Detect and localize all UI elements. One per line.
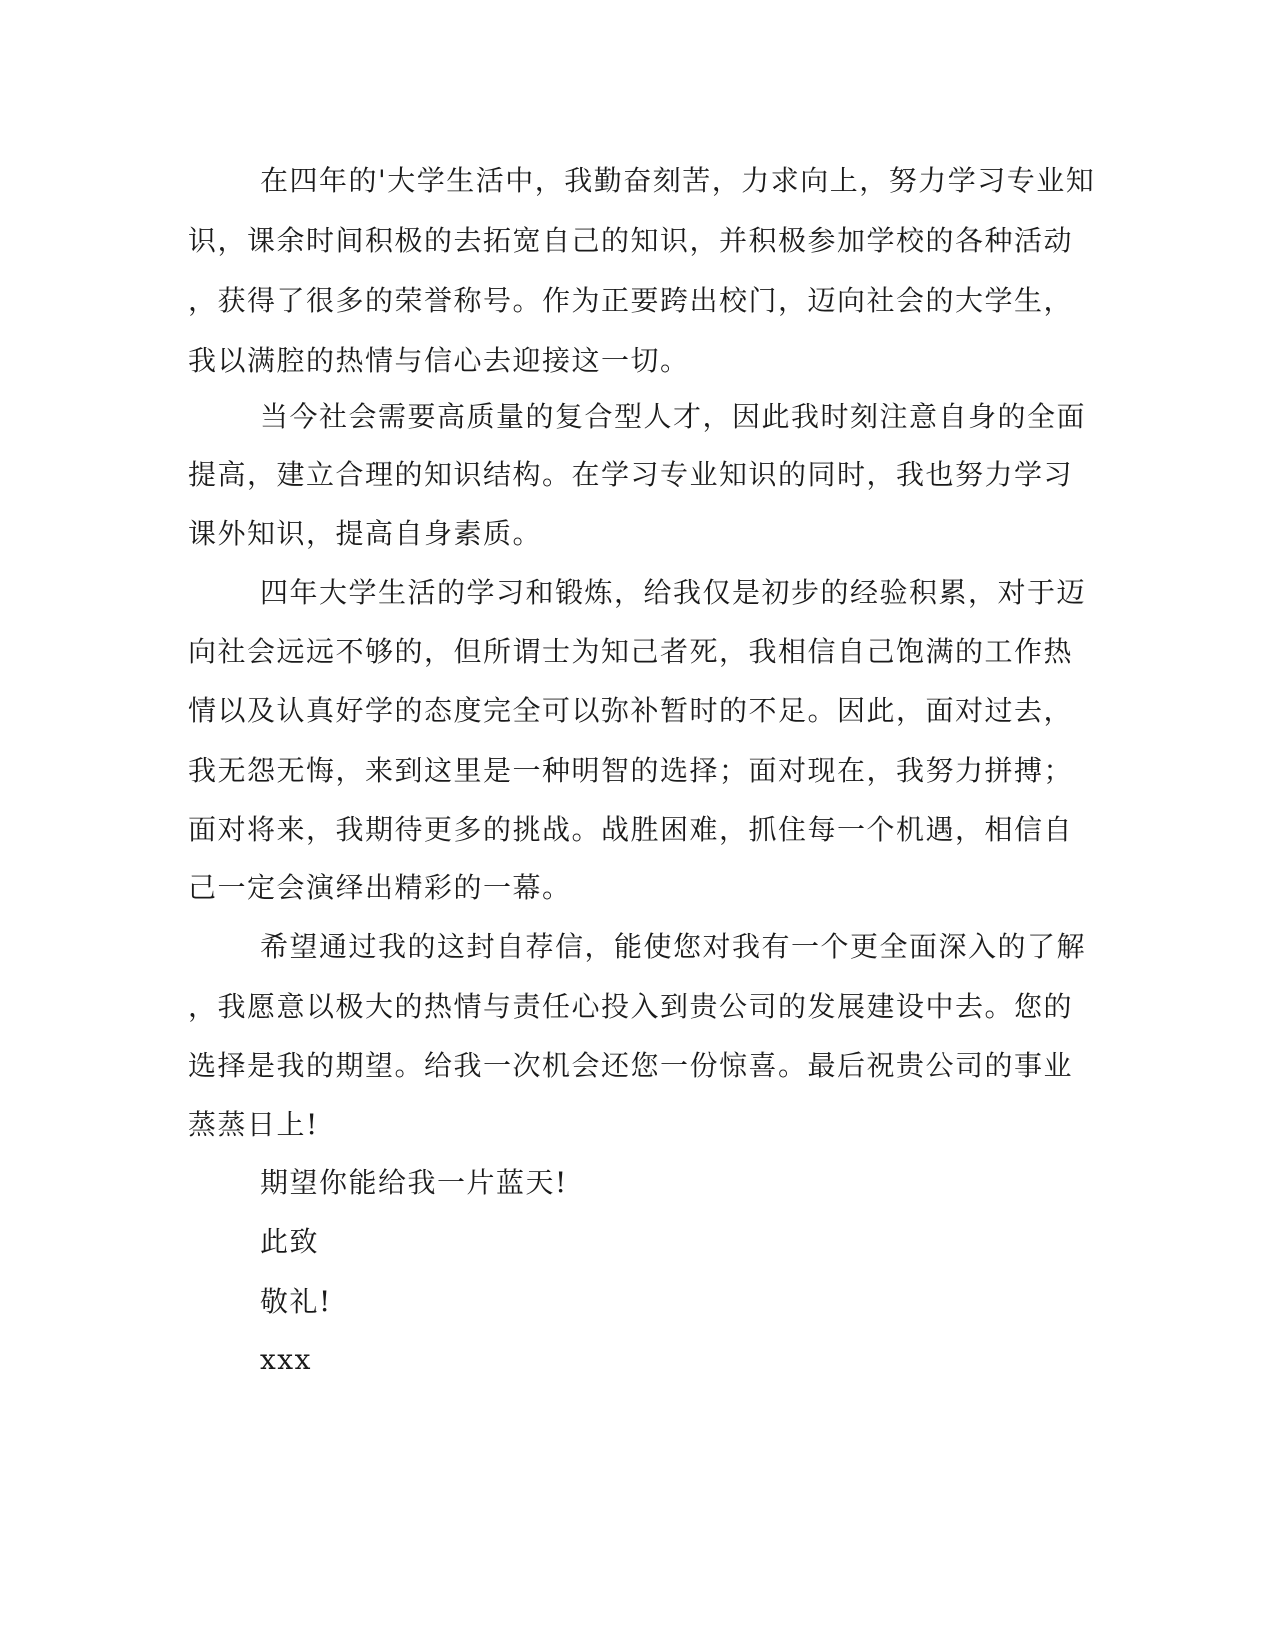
paragraph-4-line-1: 希望通过我的这封自荐信，能使您对我有一个更全面深入的了解: [260, 930, 1087, 963]
paragraph-1-line-4: 我以满腔的热情与信心去迎接这一切。: [188, 344, 690, 377]
salutation-cizhi: 此致: [260, 1225, 320, 1258]
closing-wish: 期望你能给我一片蓝天!: [260, 1166, 568, 1199]
paragraph-2-line-3: 课外知识，提高自身素质。: [188, 517, 543, 550]
paragraph-4-line-2: ，我愿意以极大的热情与责任心投入到贵公司的发展建设中去。您的: [188, 990, 1074, 1023]
paragraph-3-line-1: 四年大学生活的学习和锻炼，给我仅是初步的经验积累，对于迈: [260, 576, 1087, 609]
salutation-jingli: 敬礼!: [260, 1285, 332, 1318]
paragraph-3-line-2: 向社会远远不够的，但所谓士为知己者死，我相信自己饱满的工作热: [188, 635, 1074, 668]
paragraph-4-line-3: 选择是我的期望。给我一次机会还您一份惊喜。最后祝贵公司的事业: [188, 1049, 1074, 1082]
signature: xxx: [260, 1343, 312, 1376]
paragraph-3-line-6: 己一定会演绎出精彩的一幕。: [188, 871, 572, 904]
paragraph-1-line-1: 在四年的'大学生活中，我勤奋刻苦，力求向上，努力学习专业知: [260, 164, 1096, 197]
paragraph-3-line-3: 情以及认真好学的态度完全可以弥补暂时的不足。因此，面对过去，: [188, 694, 1074, 727]
paragraph-3-line-5: 面对将来，我期待更多的挑战。战胜困难，抓住每一个机遇，相信自: [188, 813, 1074, 846]
paragraph-1-line-3: ，获得了很多的荣誉称号。作为正要跨出校门，迈向社会的大学生，: [188, 284, 1074, 317]
paragraph-2-line-2: 提高，建立合理的知识结构。在学习专业知识的同时，我也努力学习: [188, 458, 1074, 491]
paragraph-1-line-2: 识，课余时间积极的去拓宽自己的知识，并积极参加学校的各种活动: [188, 224, 1074, 257]
paragraph-2-line-1: 当今社会需要高质量的复合型人才，因此我时刻注意自身的全面: [260, 400, 1087, 433]
paragraph-3-line-4: 我无怨无悔，来到这里是一种明智的选择；面对现在，我努力拼搏；: [188, 754, 1074, 787]
paragraph-4-line-4: 蒸蒸日上!: [188, 1108, 319, 1141]
